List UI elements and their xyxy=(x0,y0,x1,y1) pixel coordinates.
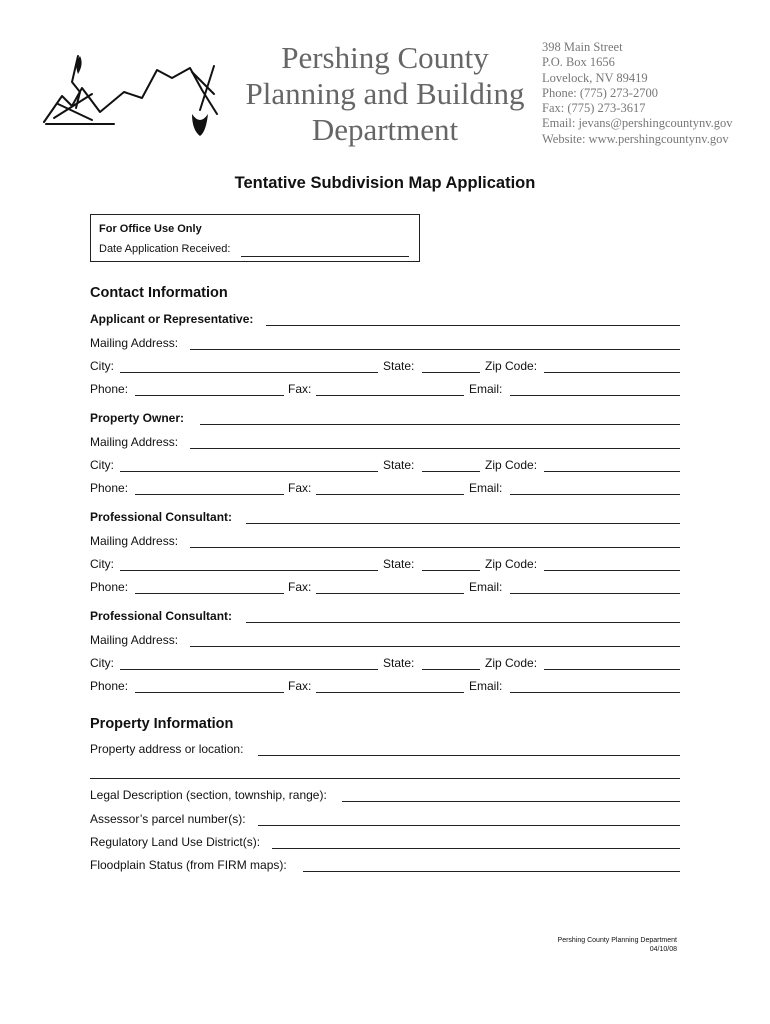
property-field-row xyxy=(90,835,680,851)
property-field-label: Floodplain Status (from FIRM maps): xyxy=(90,858,287,872)
zip-label: Zip Code: xyxy=(485,359,538,373)
fax-field[interactable] xyxy=(316,494,464,495)
property-field-input[interactable] xyxy=(258,825,680,826)
email-field[interactable] xyxy=(510,593,680,594)
phone-field[interactable] xyxy=(135,395,284,396)
contact-role-label: Professional Consultant: xyxy=(90,510,233,524)
city-field[interactable] xyxy=(120,669,378,670)
date-received-field[interactable] xyxy=(241,256,409,257)
zip-field[interactable] xyxy=(544,570,680,571)
fax-field[interactable] xyxy=(316,395,464,396)
fax-label: Fax: xyxy=(288,580,312,594)
zip-field[interactable] xyxy=(544,471,680,472)
footer xyxy=(558,936,677,954)
fax-label: Fax: xyxy=(288,382,312,396)
phone-field[interactable] xyxy=(135,692,284,693)
state-label: State: xyxy=(383,359,415,373)
address-email: Email: jevans@pershingcountynv.gov xyxy=(542,116,733,131)
email-label: Email: xyxy=(469,580,503,594)
city-state-zip-row xyxy=(90,656,680,672)
mailing-address-field[interactable] xyxy=(190,349,680,350)
contact-role-label: Professional Consultant: xyxy=(90,609,233,623)
phone-fax-email-row xyxy=(90,580,680,596)
city-state-zip-row xyxy=(90,458,680,474)
state-field[interactable] xyxy=(422,471,480,472)
address-phone: Phone: (775) 273-2700 xyxy=(542,85,658,100)
contact-name-field[interactable] xyxy=(246,622,680,623)
city-state-zip-row xyxy=(90,557,680,573)
address-fax: Fax: (775) 273-3617 xyxy=(542,101,646,116)
mailing-address-field[interactable] xyxy=(190,646,680,647)
mailing-address-field[interactable] xyxy=(190,448,680,449)
phone-fax-email-row xyxy=(90,382,680,398)
city-state-zip-row xyxy=(90,359,680,375)
org-name-line-2: Planning and Building xyxy=(245,76,525,111)
phone-field[interactable] xyxy=(135,593,284,594)
mailing-address-row xyxy=(90,534,680,550)
date-received-label: Date Application Received: xyxy=(99,243,231,255)
email-field[interactable] xyxy=(510,494,680,495)
email-label: Email: xyxy=(469,382,503,396)
fax-label: Fax: xyxy=(288,481,312,495)
city-label: City: xyxy=(90,557,114,571)
property-address-continuation-row xyxy=(90,765,680,781)
city-field[interactable] xyxy=(120,471,378,472)
property-field-input[interactable] xyxy=(303,871,680,872)
office-use-heading: For Office Use Only xyxy=(99,223,202,235)
state-label: State: xyxy=(383,656,415,670)
mailing-address-row xyxy=(90,336,680,352)
zip-label: Zip Code: xyxy=(485,656,538,670)
org-name-line-1: Pershing County xyxy=(281,40,489,75)
fax-field[interactable] xyxy=(316,593,464,594)
city-field[interactable] xyxy=(120,372,378,373)
property-address-continuation-field[interactable] xyxy=(90,778,680,779)
property-field-label: Property address or location: xyxy=(90,742,244,756)
document-title: Tentative Subdivision Map Application xyxy=(234,174,536,192)
zip-field[interactable] xyxy=(544,669,680,670)
mailing-address-row xyxy=(90,633,680,649)
contact-block-title-row xyxy=(90,312,680,328)
contact-role-label: Applicant or Representative: xyxy=(90,312,254,326)
phone-label: Phone: xyxy=(90,679,129,693)
property-field-label: Legal Description (section, township, range): xyxy=(90,788,327,802)
property-field-row xyxy=(90,742,680,758)
address-po-box: P.O. Box 1656 xyxy=(542,55,615,70)
city-label: City: xyxy=(90,656,114,670)
contact-name-field[interactable] xyxy=(200,424,680,425)
mailing-address-row xyxy=(90,435,680,451)
contact-section-heading: Contact Information xyxy=(90,285,228,301)
email-label: Email: xyxy=(469,481,503,495)
property-field-input[interactable] xyxy=(258,755,680,756)
state-label: State: xyxy=(383,458,415,472)
city-label: City: xyxy=(90,359,114,373)
state-field[interactable] xyxy=(422,669,480,670)
city-label: City: xyxy=(90,458,114,472)
phone-label: Phone: xyxy=(90,580,129,594)
state-field[interactable] xyxy=(422,372,480,373)
address-website: Website: www.pershingcountynv.gov xyxy=(542,131,729,146)
email-field[interactable] xyxy=(510,692,680,693)
phone-fax-email-row xyxy=(90,679,680,695)
phone-field[interactable] xyxy=(135,494,284,495)
organization-title xyxy=(240,40,530,148)
email-label: Email: xyxy=(469,679,503,693)
contact-name-field[interactable] xyxy=(266,325,680,326)
city-field[interactable] xyxy=(120,570,378,571)
property-field-row xyxy=(90,812,680,828)
property-field-input[interactable] xyxy=(272,848,680,849)
mailing-address-label: Mailing Address: xyxy=(90,435,179,449)
footer-department: Pershing County Planning Department xyxy=(557,937,677,944)
mailing-address-label: Mailing Address: xyxy=(90,534,179,548)
state-field[interactable] xyxy=(422,570,480,571)
property-field-row xyxy=(90,788,680,804)
zip-label: Zip Code: xyxy=(485,458,538,472)
property-field-label: Regulatory Land Use District(s): xyxy=(90,835,261,849)
fax-label: Fax: xyxy=(288,679,312,693)
mailing-address-label: Mailing Address: xyxy=(90,336,179,350)
property-field-label: Assessor’s parcel number(s): xyxy=(90,812,246,826)
zip-field[interactable] xyxy=(544,372,680,373)
contact-block-title-row xyxy=(90,609,680,625)
contact-address-block xyxy=(542,40,733,147)
mailing-address-label: Mailing Address: xyxy=(90,633,179,647)
mailing-address-field[interactable] xyxy=(190,547,680,548)
office-use-box xyxy=(90,214,420,262)
fax-field[interactable] xyxy=(316,692,464,693)
address-street: 398 Main Street xyxy=(542,40,623,54)
county-logo xyxy=(42,52,232,147)
address-city: Lovelock, NV 89419 xyxy=(542,70,648,85)
property-section-heading: Property Information xyxy=(90,716,234,732)
phone-fax-email-row xyxy=(90,481,680,497)
state-label: State: xyxy=(383,557,415,571)
zip-label: Zip Code: xyxy=(485,557,538,571)
phone-label: Phone: xyxy=(90,382,129,396)
contact-name-field[interactable] xyxy=(246,523,680,524)
contact-block-title-row xyxy=(90,510,680,526)
contact-role-label: Property Owner: xyxy=(90,411,185,425)
footer-date: 04/10/08 xyxy=(649,946,677,953)
contact-block-title-row xyxy=(90,411,680,427)
email-field[interactable] xyxy=(510,395,680,396)
property-field-input[interactable] xyxy=(342,801,680,802)
org-name-line-3: Department xyxy=(311,112,459,147)
property-field-row xyxy=(90,858,680,874)
phone-label: Phone: xyxy=(90,481,129,495)
